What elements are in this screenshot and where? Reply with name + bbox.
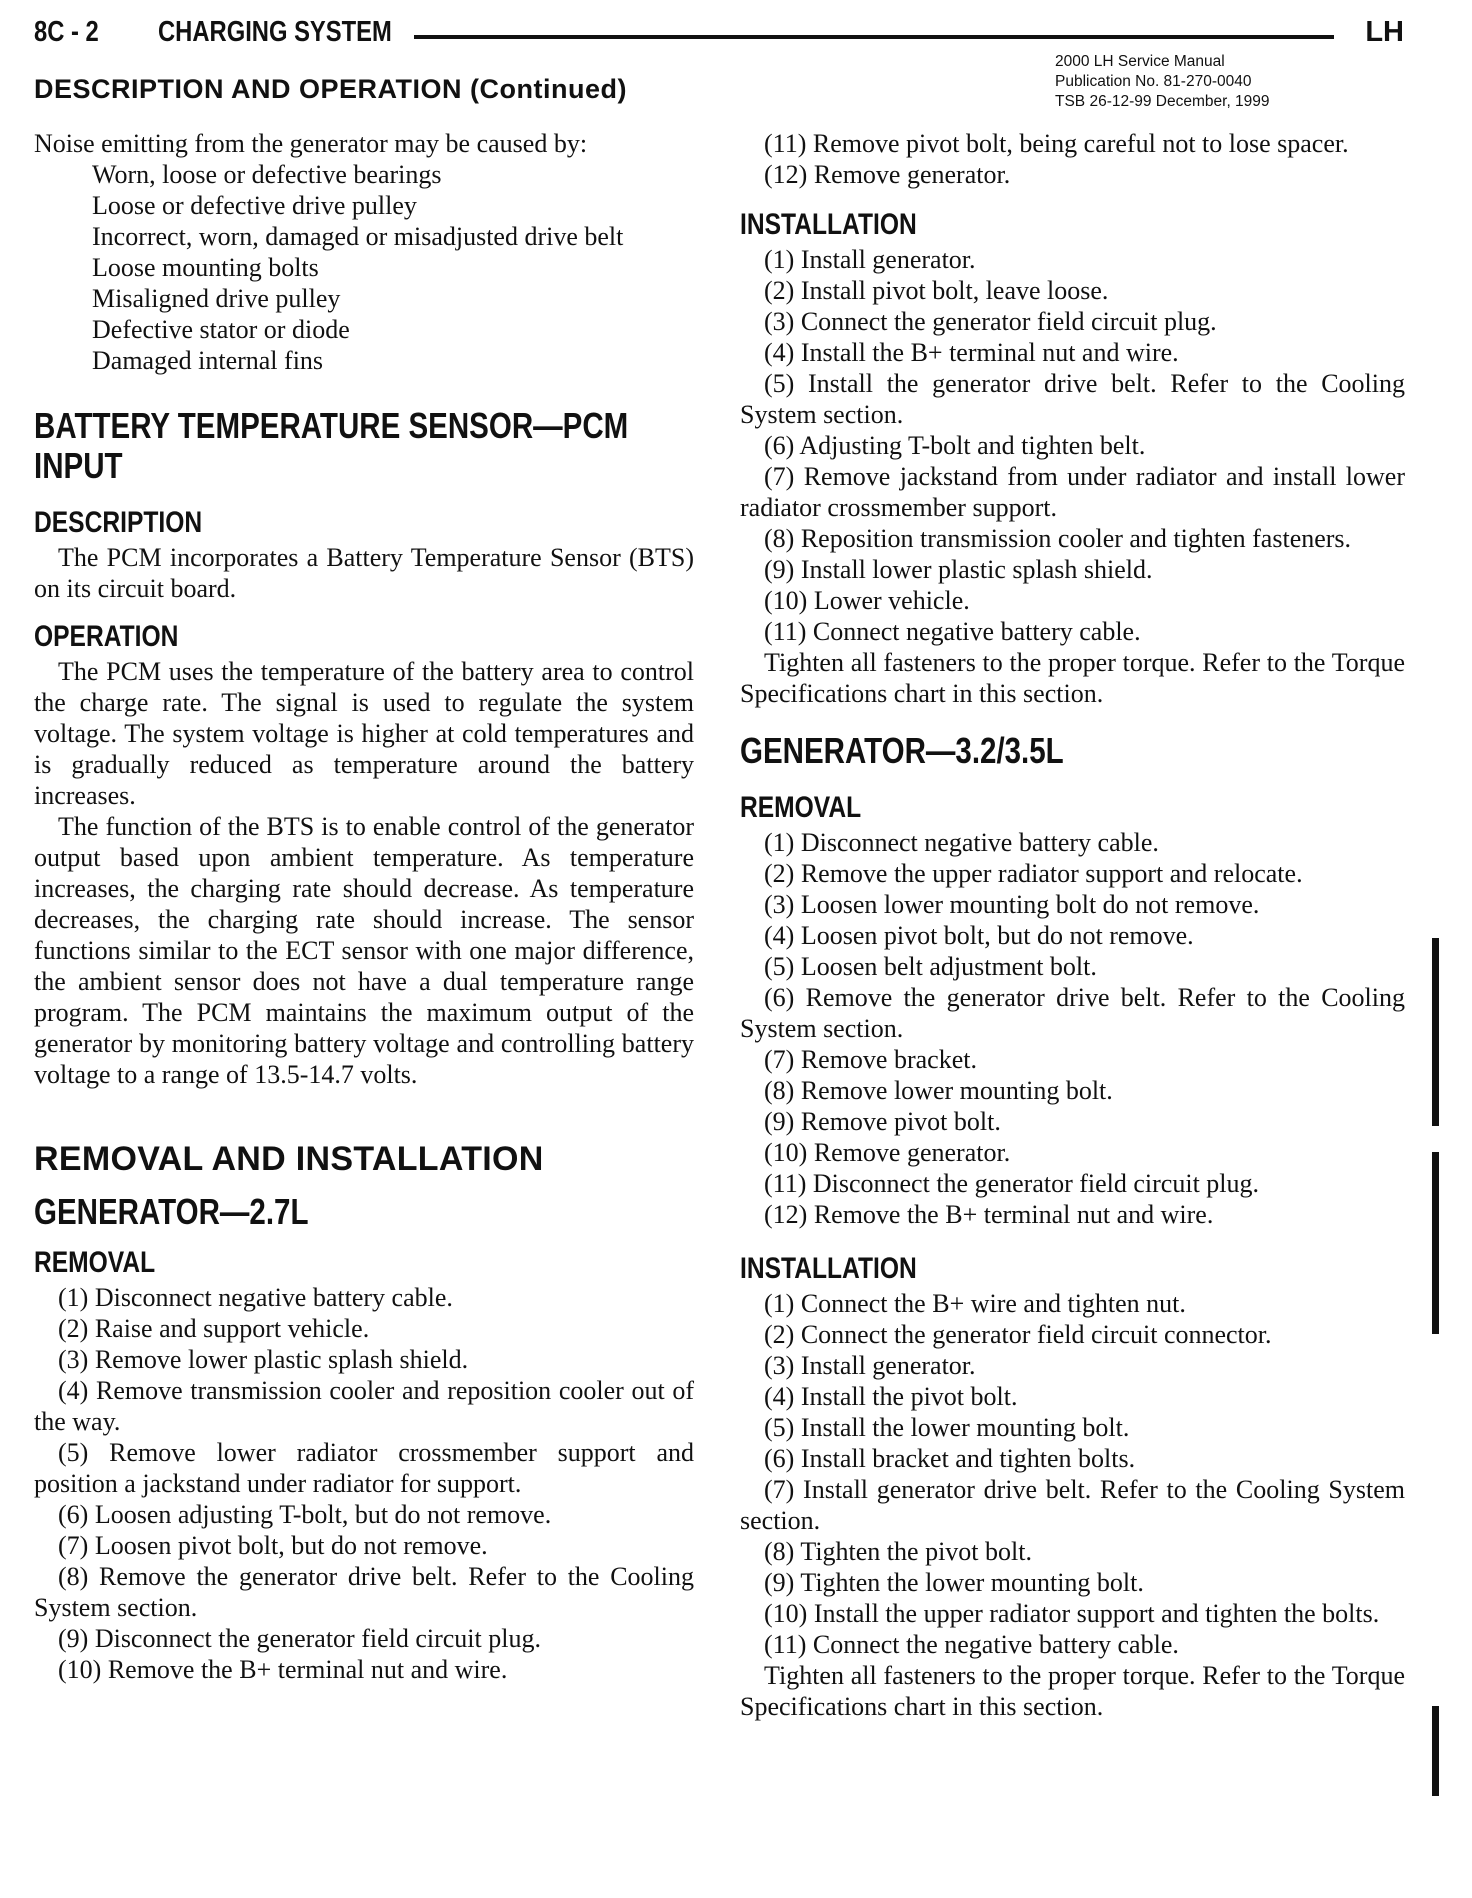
continued-heading: DESCRIPTION AND OPERATION (Continued)	[34, 74, 627, 104]
removal-step: (10) Remove the B+ terminal nut and wire.	[58, 1655, 508, 1684]
installation-step: (9) Install lower plastic splash shield.	[764, 555, 1153, 584]
installation-step: (7) Install generator drive belt. Refer to the Cooling System section.	[740, 1475, 1405, 1535]
removal-step: (12) Remove the B+ terminal nut and wire.	[764, 1200, 1214, 1229]
removal-step: (2) Raise and support vehicle.	[58, 1314, 370, 1343]
operation-paragraph-1: The PCM uses the temperature of the battery area to control the charge rate. The signal is used to regulate the system voltage. The system voltage is higher at cold temperatures and is gradually reduced as temperature around the battery increases.	[34, 657, 694, 810]
tsb-line-3: TSB 26-12-99 December, 1999	[1055, 93, 1270, 110]
removal-step: (10) Remove generator.	[764, 1138, 1011, 1167]
operation-heading: OPERATION	[34, 620, 179, 653]
noise-intro: Noise emitting from the generator may be caused by:	[34, 129, 588, 158]
installation-step: (10) Install the upper radiator support and tighten the bolts.	[764, 1599, 1380, 1628]
noise-item: Defective stator or diode	[92, 315, 350, 344]
removal-heading: REMOVAL	[34, 1246, 156, 1279]
removal-step: (9) Remove pivot bolt.	[764, 1107, 1001, 1136]
removal-step: (8) Remove lower mounting bolt.	[764, 1076, 1113, 1105]
removal-step: (8) Remove the generator drive belt. Refer to the Cooling System section.	[34, 1562, 694, 1622]
generator-27-heading: GENERATOR—2.7L	[34, 1191, 309, 1232]
installation-step: (7) Remove jackstand from under radiator and install lower radiator crossmember support.	[740, 462, 1405, 522]
installation-step: (3) Install generator.	[764, 1351, 976, 1380]
removal-step: (9) Disconnect the generator field circuit plug.	[58, 1624, 541, 1653]
installation-step: (2) Connect the generator field circuit connector.	[764, 1320, 1272, 1349]
installation-step: (5) Install the lower mounting bolt.	[764, 1413, 1130, 1442]
removal-step: (4) Loosen pivot bolt, but do not remove.	[764, 921, 1194, 950]
installation-step: (4) Install the B+ terminal nut and wire.	[764, 338, 1179, 367]
description-heading: DESCRIPTION	[34, 506, 203, 539]
noise-item: Loose mounting bolts	[92, 253, 319, 282]
section-title: CHARGING SYSTEM	[158, 16, 392, 48]
installation-step: (11) Connect the negative battery cable.	[764, 1630, 1179, 1659]
torque-note: Tighten all fasteners to the proper torque. Refer to the Torque Specifications chart in this section.	[740, 648, 1405, 708]
removal-step: (12) Remove generator.	[764, 160, 1011, 189]
installation-step: (9) Tighten the lower mounting bolt.	[764, 1568, 1144, 1597]
installation-step: (8) Reposition transmission cooler and tighten fasteners.	[764, 524, 1352, 553]
installation-step: (6) Adjusting T-bolt and tighten belt.	[764, 431, 1146, 460]
removal-step: (1) Disconnect negative battery cable.	[764, 828, 1159, 857]
removal-heading: REMOVAL	[740, 791, 862, 824]
noise-item: Worn, loose or defective bearings	[92, 160, 442, 189]
removal-step: (7) Remove bracket.	[764, 1045, 977, 1074]
revision-change-bar	[1432, 1706, 1439, 1796]
description-text: The PCM incorporates a Battery Temperature Sensor (BTS) on its circuit board.	[34, 543, 694, 603]
removal-step: (6) Remove the generator drive belt. Refer to the Cooling System section.	[740, 983, 1405, 1043]
removal-step: (5) Remove lower radiator crossmember support and position a jackstand under radiator for support.	[34, 1438, 694, 1498]
removal-step: (3) Remove lower plastic splash shield.	[58, 1345, 469, 1374]
bts-section-title: BATTERY TEMPERATURE SENSOR—PCM INPUT	[34, 405, 629, 486]
removal-step: (1) Disconnect negative battery cable.	[58, 1283, 453, 1312]
operation-paragraph-2: The function of the BTS is to enable control of the generator output based upon ambient temperature. As temperature increases, the charging rate should decrease. As temperature decreases, the charging rate should increase. The sensor functions similar to the ECT sensor with one major difference, the ambient sensor does not have a dual temperature range program. The PCM maintains the maximum output of the generator by monitoring battery voltage and controlling battery voltage to a range of 13.5-14.7 volts.	[34, 812, 694, 1089]
installation-step: (1) Install generator.	[764, 245, 976, 274]
installation-step: (1) Connect the B+ wire and tighten nut.	[764, 1289, 1186, 1318]
revision-change-bar	[1432, 1152, 1439, 1334]
noise-item: Damaged internal fins	[92, 346, 324, 375]
generator-3235-heading: GENERATOR—3.2/3.5L	[740, 730, 1064, 771]
installation-heading: INSTALLATION	[740, 208, 917, 241]
header-rule	[414, 35, 1334, 39]
torque-note: Tighten all fasteners to the proper torque. Refer to the Torque Specifications chart in this section.	[740, 1661, 1405, 1721]
removal-step: (11) Remove pivot bolt, being careful not to lose spacer.	[764, 129, 1349, 158]
noise-item: Incorrect, worn, damaged or misadjusted drive belt	[92, 222, 624, 251]
right-column	[740, 128, 1405, 1722]
model-code: LH	[1365, 16, 1404, 48]
installation-step: (5) Install the generator drive belt. Refer to the Cooling System section.	[740, 369, 1405, 429]
installation-step: (8) Tighten the pivot bolt.	[764, 1537, 1032, 1566]
removal-step: (3) Loosen lower mounting bolt do not remove.	[764, 890, 1260, 919]
tsb-note	[1055, 52, 1270, 112]
removal-step: (6) Loosen adjusting T-bolt, but do not remove.	[58, 1500, 552, 1529]
noise-item: Misaligned drive pulley	[92, 284, 341, 313]
page-header	[34, 16, 1404, 56]
removal-step: (5) Loosen belt adjustment bolt.	[764, 952, 1097, 981]
left-column	[34, 128, 694, 1685]
removal-installation-heading: REMOVAL AND INSTALLATION	[34, 1140, 544, 1178]
installation-step: (11) Connect negative battery cable.	[764, 617, 1141, 646]
noise-item: Loose or defective drive pulley	[92, 191, 417, 220]
installation-step: (2) Install pivot bolt, leave loose.	[764, 276, 1109, 305]
tsb-line-2: Publication No. 81-270-0040	[1055, 73, 1252, 90]
removal-step: (7) Loosen pivot bolt, but do not remove.	[58, 1531, 488, 1560]
removal-step: (2) Remove the upper radiator support and relocate.	[764, 859, 1303, 888]
installation-heading: INSTALLATION	[740, 1252, 917, 1285]
tsb-line-1: 2000 LH Service Manual	[1055, 53, 1225, 70]
removal-step: (11) Disconnect the generator field circuit plug.	[764, 1169, 1260, 1198]
removal-step: (4) Remove transmission cooler and reposition cooler out of the way.	[34, 1376, 694, 1436]
installation-step: (10) Lower vehicle.	[764, 586, 970, 615]
installation-step: (4) Install the pivot bolt.	[764, 1382, 1018, 1411]
page-number: 8C - 2	[34, 16, 99, 48]
installation-step: (6) Install bracket and tighten bolts.	[764, 1444, 1136, 1473]
revision-change-bar	[1432, 938, 1439, 1126]
installation-step: (3) Connect the generator field circuit plug.	[764, 307, 1217, 336]
